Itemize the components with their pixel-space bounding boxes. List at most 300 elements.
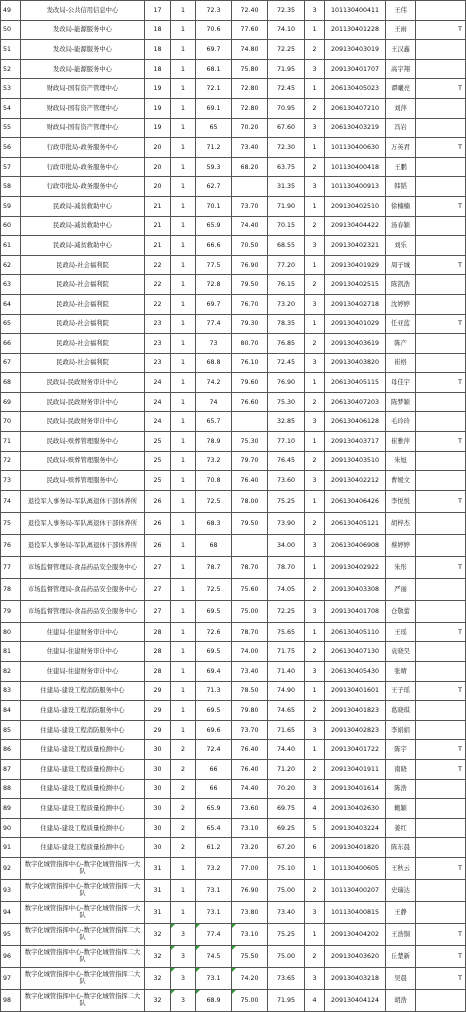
cell-position-code: 28 bbox=[145, 622, 171, 642]
cell-interview-score: 73.10 bbox=[232, 818, 268, 838]
table-row bbox=[1, 901, 466, 923]
cell-mark bbox=[416, 451, 466, 471]
cell-position-code: 30 bbox=[145, 740, 171, 760]
cell-total-score: 72.25 bbox=[268, 40, 305, 60]
cell-interview-score: 75.60 bbox=[232, 578, 268, 600]
cell-position-code: 30 bbox=[145, 799, 171, 819]
cell-written-score: 69.1 bbox=[196, 98, 232, 118]
cell-interview-score: 76.90 bbox=[232, 255, 268, 275]
cell-ticket-number: 206130405430 bbox=[325, 662, 386, 682]
cell-total-score: 31.35 bbox=[268, 177, 305, 197]
cell-rank: 2 bbox=[305, 216, 325, 236]
cell-position-code: 24 bbox=[145, 412, 171, 432]
cell-row-number: 54 bbox=[1, 98, 21, 118]
cell-hire-count: 2 bbox=[171, 760, 196, 780]
cell-rank: 2 bbox=[305, 701, 325, 721]
cell-rank: 1 bbox=[305, 432, 325, 452]
cell-ticket-number: 209130402321 bbox=[325, 236, 386, 256]
cell-ticket-number: 209130402212 bbox=[325, 471, 386, 491]
table-row bbox=[1, 967, 466, 989]
cell-mark bbox=[416, 989, 466, 1011]
cell-row-number: 86 bbox=[1, 740, 21, 760]
cell-hire-count: 1 bbox=[171, 79, 196, 99]
table-row bbox=[1, 512, 466, 534]
cell-interview-score: 73.70 bbox=[232, 196, 268, 216]
cell-name: 刘乐 bbox=[386, 236, 416, 256]
cell-position-code: 26 bbox=[145, 490, 171, 512]
cell-name: 徐楠楠 bbox=[386, 196, 416, 216]
cell-name: 崔雅萍 bbox=[386, 432, 416, 452]
cell-unit: 财政局-国有资产管理中心 bbox=[21, 118, 145, 138]
cell-ticket-number: 209130404202 bbox=[325, 923, 386, 945]
cell-unit: 市场监督管理局-食品药品安全服务中心 bbox=[21, 578, 145, 600]
cell-written-score: 73 bbox=[196, 334, 232, 354]
cell-written-score: 77.4 bbox=[196, 923, 232, 945]
table-row bbox=[1, 701, 466, 721]
cell-interview-score: 68.20 bbox=[232, 157, 268, 177]
table-row bbox=[1, 681, 466, 701]
cell-mark bbox=[416, 779, 466, 799]
cell-hire-count: 1 bbox=[171, 392, 196, 412]
cell-ticket-number: 206130405121 bbox=[325, 512, 386, 534]
cell-row-number: 66 bbox=[1, 334, 21, 354]
cell-rank: 2 bbox=[305, 334, 325, 354]
cell-position-code: 29 bbox=[145, 701, 171, 721]
cell-written-score: 72.5 bbox=[196, 490, 232, 512]
table-row bbox=[1, 818, 466, 838]
cell-mark bbox=[416, 59, 466, 79]
table-row bbox=[1, 177, 466, 197]
cell-name: 陈梦颖 bbox=[386, 392, 416, 412]
cell-rank: 3 bbox=[305, 967, 325, 989]
cell-written-score: 72.4 bbox=[196, 740, 232, 760]
cell-name: 严丽 bbox=[386, 578, 416, 600]
cell-position-code: 32 bbox=[145, 989, 171, 1011]
cell-interview-score: 77.00 bbox=[232, 857, 268, 879]
cell-hire-count: 1 bbox=[171, 471, 196, 491]
table-row bbox=[1, 236, 466, 256]
cell-name: 冯岩 bbox=[386, 118, 416, 138]
cell-row-number: 79 bbox=[1, 600, 21, 622]
cell-total-score: 73.90 bbox=[268, 512, 305, 534]
cell-interview-score: 73.60 bbox=[232, 799, 268, 819]
cell-unit: 数字化城管指挥中心-数字化城管指挥一大队 bbox=[21, 901, 145, 923]
cell-row-number: 49 bbox=[1, 1, 21, 21]
cell-unit: 住建局-建设工程消防服务中心 bbox=[21, 701, 145, 721]
cell-position-code: 32 bbox=[145, 945, 171, 967]
cell-mark bbox=[416, 294, 466, 314]
cell-row-number: 89 bbox=[1, 799, 21, 819]
cell-ticket-number: 209130402922 bbox=[325, 556, 386, 578]
cell-total-score: 74.90 bbox=[268, 681, 305, 701]
cell-row-number: 62 bbox=[1, 255, 21, 275]
cell-hire-count: 1 bbox=[171, 600, 196, 622]
cell-rank: 1 bbox=[305, 857, 325, 879]
cell-total-score: 71.90 bbox=[268, 196, 305, 216]
cell-interview-score: 72.80 bbox=[232, 79, 268, 99]
cell-unit: 住建局-建设工程消防服务中心 bbox=[21, 720, 145, 740]
cell-position-code: 25 bbox=[145, 432, 171, 452]
cell-written-score: 65 bbox=[196, 118, 232, 138]
table-row bbox=[1, 838, 466, 858]
cell-rank: 2 bbox=[305, 578, 325, 600]
cell-ticket-number: 101130400630 bbox=[325, 138, 386, 158]
table-row bbox=[1, 373, 466, 393]
table-row bbox=[1, 740, 466, 760]
cell-mark bbox=[416, 236, 466, 256]
cell-ticket-number: 209130403717 bbox=[325, 432, 386, 452]
cell-unit: 行政审批局-政务服务中心 bbox=[21, 138, 145, 158]
cell-position-code: 32 bbox=[145, 923, 171, 945]
cell-hire-count: 1 bbox=[171, 622, 196, 642]
cell-unit: 民政局-减贫救助中心 bbox=[21, 216, 145, 236]
cell-unit: 数字化城管指挥中心-数字化城管指挥二大队 bbox=[21, 989, 145, 1011]
cell-interview-score: 73.40 bbox=[232, 138, 268, 158]
cell-name: 王静 bbox=[386, 901, 416, 923]
cell-hire-count: 1 bbox=[171, 701, 196, 721]
cell-row-number: 92 bbox=[1, 857, 21, 879]
cell-rank: 3 bbox=[305, 353, 325, 373]
cell-interview-score: 76.40 bbox=[232, 471, 268, 491]
cell-total-score: 72.35 bbox=[268, 1, 305, 21]
cell-written-score: 73.1 bbox=[196, 879, 232, 901]
cell-written-score: 73.1 bbox=[196, 967, 232, 989]
cell-rank: 2 bbox=[305, 275, 325, 295]
cell-written-score: 74.2 bbox=[196, 373, 232, 393]
table-row bbox=[1, 578, 466, 600]
cell-unit: 住建局-住建财务审计中心 bbox=[21, 662, 145, 682]
cell-rank: 3 bbox=[305, 600, 325, 622]
cell-ticket-number: 209130403510 bbox=[325, 451, 386, 471]
cell-position-code: 18 bbox=[145, 20, 171, 40]
cell-rank: 2 bbox=[305, 157, 325, 177]
table-row bbox=[1, 622, 466, 642]
cell-total-score: 71.20 bbox=[268, 760, 305, 780]
cell-row-number: 73 bbox=[1, 471, 21, 491]
cell-unit: 发改局-能源服务中心 bbox=[21, 40, 145, 60]
cell-interview-score: 76.40 bbox=[232, 740, 268, 760]
cell-rank: 1 bbox=[305, 923, 325, 945]
cell-ticket-number: 209130401029 bbox=[325, 314, 386, 334]
cell-rank: 2 bbox=[305, 98, 325, 118]
cell-hire-count: 2 bbox=[171, 818, 196, 838]
cell-interview-score: 74.80 bbox=[232, 40, 268, 60]
cell-row-number: 59 bbox=[1, 196, 21, 216]
cell-name: 姜红 bbox=[386, 818, 416, 838]
cell-position-code: 21 bbox=[145, 236, 171, 256]
cell-interview-score: 76.10 bbox=[232, 353, 268, 373]
cell-ticket-number: 209130401614 bbox=[325, 779, 386, 799]
cell-rank: 3 bbox=[305, 118, 325, 138]
cell-position-code: 31 bbox=[145, 857, 171, 879]
cell-written-score: 66 bbox=[196, 779, 232, 799]
cell-hire-count: 1 bbox=[171, 59, 196, 79]
cell-written-score: 78.9 bbox=[196, 432, 232, 452]
table-row bbox=[1, 275, 466, 295]
table-row bbox=[1, 662, 466, 682]
cell-position-code: 24 bbox=[145, 373, 171, 393]
cell-unit: 行政审批局-政务服务中心 bbox=[21, 177, 145, 197]
cell-hire-count: 1 bbox=[171, 275, 196, 295]
cell-unit: 民政局-社会福利院 bbox=[21, 275, 145, 295]
cell-position-code: 28 bbox=[145, 662, 171, 682]
cell-written-score: 71.2 bbox=[196, 138, 232, 158]
cell-name: 葛晓琪 bbox=[386, 701, 416, 721]
cell-unit: 民政局-殡葬管理服务中心 bbox=[21, 471, 145, 491]
cell-rank: 3 bbox=[305, 779, 325, 799]
cell-row-number: 95 bbox=[1, 923, 21, 945]
cell-unit: 住建局-建设工程消防服务中心 bbox=[21, 681, 145, 701]
cell-position-code: 30 bbox=[145, 760, 171, 780]
cell-hire-count: 1 bbox=[171, 1, 196, 21]
cell-total-score: 75.10 bbox=[268, 857, 305, 879]
cell-position-code: 21 bbox=[145, 196, 171, 216]
cell-written-score: 73.1 bbox=[196, 901, 232, 923]
cell-mark: T bbox=[416, 20, 466, 40]
cell-hire-count: 1 bbox=[171, 642, 196, 662]
cell-written-score: 69.7 bbox=[196, 40, 232, 60]
cell-hire-count: 1 bbox=[171, 432, 196, 452]
cell-unit: 财政局-国有资产管理中心 bbox=[21, 79, 145, 99]
table-row bbox=[1, 534, 466, 556]
cell-written-score: 78.7 bbox=[196, 556, 232, 578]
cell-position-code: 28 bbox=[145, 642, 171, 662]
cell-name: 李娟娟 bbox=[386, 720, 416, 740]
cell-name: 沈婷婷 bbox=[386, 294, 416, 314]
cell-interview-score: 78.50 bbox=[232, 681, 268, 701]
cell-position-code: 24 bbox=[145, 392, 171, 412]
cell-total-score: 74.65 bbox=[268, 701, 305, 721]
cell-mark bbox=[416, 901, 466, 923]
cell-mark bbox=[416, 838, 466, 858]
cell-position-code: 27 bbox=[145, 556, 171, 578]
cell-interview-score: 76.60 bbox=[232, 392, 268, 412]
table-row bbox=[1, 923, 466, 945]
cell-interview-score: 73.20 bbox=[232, 838, 268, 858]
cell-interview-score: 79.50 bbox=[232, 275, 268, 295]
cell-mark: T bbox=[416, 857, 466, 879]
cell-rank: 1 bbox=[305, 622, 325, 642]
cell-unit: 住建局-住建财务审计中心 bbox=[21, 642, 145, 662]
cell-position-code: 27 bbox=[145, 600, 171, 622]
cell-mark bbox=[416, 157, 466, 177]
cell-ticket-number: 209130404422 bbox=[325, 216, 386, 236]
cell-ticket-number: 209130403820 bbox=[325, 353, 386, 373]
table-row bbox=[1, 490, 466, 512]
table-row bbox=[1, 857, 466, 879]
cell-total-score: 73.40 bbox=[268, 901, 305, 923]
cell-written-score: 68.9 bbox=[196, 989, 232, 1011]
cell-interview-score: 78.70 bbox=[232, 622, 268, 642]
cell-row-number: 69 bbox=[1, 392, 21, 412]
cell-interview-score: 74.40 bbox=[232, 779, 268, 799]
cell-total-score: 71.75 bbox=[268, 642, 305, 662]
cell-rank: 3 bbox=[305, 901, 325, 923]
table-row bbox=[1, 471, 466, 491]
cell-total-score: 67.60 bbox=[268, 118, 305, 138]
cell-written-score: 65.4 bbox=[196, 818, 232, 838]
cell-rank: 3 bbox=[305, 236, 325, 256]
cell-unit: 住建局-建设工程质量检测中心 bbox=[21, 799, 145, 819]
cell-unit: 民政局-民政财务审计中心 bbox=[21, 373, 145, 393]
cell-mark bbox=[416, 1, 466, 21]
cell-hire-count: 2 bbox=[171, 838, 196, 858]
cell-row-number: 91 bbox=[1, 838, 21, 858]
cell-written-score: 65.9 bbox=[196, 799, 232, 819]
cell-name: 王汉鑫 bbox=[386, 40, 416, 60]
cell-position-code: 19 bbox=[145, 98, 171, 118]
cell-mark bbox=[416, 578, 466, 600]
cell-rank: 2 bbox=[305, 945, 325, 967]
cell-unit: 住建局-建设工程质量检测中心 bbox=[21, 838, 145, 858]
cell-position-code: 20 bbox=[145, 138, 171, 158]
cell-mark bbox=[416, 879, 466, 901]
cell-written-score: 65.9 bbox=[196, 216, 232, 236]
cell-written-score: 77.4 bbox=[196, 314, 232, 334]
cell-interview-score: 80.70 bbox=[232, 334, 268, 354]
cell-position-code: 18 bbox=[145, 59, 171, 79]
cell-mark bbox=[416, 720, 466, 740]
cell-row-number: 76 bbox=[1, 534, 21, 556]
cell-ticket-number: 209130402630 bbox=[325, 799, 386, 819]
cell-total-score: 74.05 bbox=[268, 578, 305, 600]
cell-total-score: 69.25 bbox=[268, 818, 305, 838]
table-row bbox=[1, 40, 466, 60]
cell-position-code: 20 bbox=[145, 177, 171, 197]
cell-total-score: 71.95 bbox=[268, 989, 305, 1011]
cell-total-score: 75.30 bbox=[268, 392, 305, 412]
table-row bbox=[1, 642, 466, 662]
cell-written-score: 77.5 bbox=[196, 255, 232, 275]
cell-ticket-number: 209130402515 bbox=[325, 275, 386, 295]
cell-unit: 退役军人事务局-军队离退休干部休养所 bbox=[21, 534, 145, 556]
cell-unit: 民政局-民政财务审计中心 bbox=[21, 412, 145, 432]
cell-name: 王浩铜 bbox=[386, 923, 416, 945]
cell-name: 王雨 bbox=[386, 20, 416, 40]
cell-name: 王子瑶 bbox=[386, 681, 416, 701]
table-row bbox=[1, 1, 466, 21]
cell-mark: T bbox=[416, 740, 466, 760]
cell-name: 袁晓昊 bbox=[386, 642, 416, 662]
cell-rank: 1 bbox=[305, 556, 325, 578]
cell-rank: 3 bbox=[305, 59, 325, 79]
cell-interview-score: 79.30 bbox=[232, 314, 268, 334]
cell-written-score: 62.7 bbox=[196, 177, 232, 197]
cell-row-number: 55 bbox=[1, 118, 21, 138]
cell-total-score: 75.00 bbox=[268, 945, 305, 967]
cell-rank: 3 bbox=[305, 412, 325, 432]
cell-row-number: 64 bbox=[1, 294, 21, 314]
cell-rank: 2 bbox=[305, 512, 325, 534]
cell-unit: 住建局-建设工程质量检测中心 bbox=[21, 760, 145, 780]
cell-name: 母佳宇 bbox=[386, 373, 416, 393]
cell-ticket-number: 209130401929 bbox=[325, 255, 386, 275]
cell-mark bbox=[416, 353, 466, 373]
cell-ticket-number: 209130403218 bbox=[325, 967, 386, 989]
cell-mark: T bbox=[416, 760, 466, 780]
cell-unit: 市场监督管理局-食品药品安全服务中心 bbox=[21, 600, 145, 622]
cell-mark: T bbox=[416, 314, 466, 334]
cell-total-score: 69.75 bbox=[268, 799, 305, 819]
cell-hire-count: 3 bbox=[171, 945, 196, 967]
table-row bbox=[1, 945, 466, 967]
table-row bbox=[1, 451, 466, 471]
cell-name: 史瑞达 bbox=[386, 879, 416, 901]
cell-written-score: 72.8 bbox=[196, 275, 232, 295]
cell-written-score: 69.7 bbox=[196, 294, 232, 314]
cell-ticket-number: 209130401820 bbox=[325, 838, 386, 858]
cell-position-code: 25 bbox=[145, 451, 171, 471]
cell-position-code: 26 bbox=[145, 534, 171, 556]
cell-total-score: 73.65 bbox=[268, 967, 305, 989]
cell-ticket-number: 209130402823 bbox=[325, 720, 386, 740]
cell-written-score: 69.5 bbox=[196, 701, 232, 721]
cell-position-code: 25 bbox=[145, 471, 171, 491]
cell-interview-score: 75.50 bbox=[232, 945, 268, 967]
table-row bbox=[1, 334, 466, 354]
cell-row-number: 82 bbox=[1, 662, 21, 682]
cell-position-code: 17 bbox=[145, 1, 171, 21]
table-row bbox=[1, 157, 466, 177]
cell-unit: 数字化城管指挥中心-数字化城管指挥二大队 bbox=[21, 967, 145, 989]
cell-row-number: 80 bbox=[1, 622, 21, 642]
cell-name: 蔡婷婷 bbox=[386, 534, 416, 556]
cell-mark: T bbox=[416, 373, 466, 393]
cell-row-number: 72 bbox=[1, 451, 21, 471]
cell-total-score: 77.10 bbox=[268, 432, 305, 452]
cell-mark bbox=[416, 334, 466, 354]
cell-unit: 民政局-减贫救助中心 bbox=[21, 236, 145, 256]
cell-mark: T bbox=[416, 490, 466, 512]
cell-total-score: 70.95 bbox=[268, 98, 305, 118]
cell-hire-count: 1 bbox=[171, 879, 196, 901]
cell-written-score: 70.1 bbox=[196, 196, 232, 216]
cell-interview-score: 74.40 bbox=[232, 216, 268, 236]
table-row bbox=[1, 196, 466, 216]
cell-name: 汤春颖 bbox=[386, 216, 416, 236]
cell-name: 陈宇 bbox=[386, 740, 416, 760]
cell-interview-score: 75.80 bbox=[232, 59, 268, 79]
cell-row-number: 93 bbox=[1, 879, 21, 901]
cell-hire-count: 1 bbox=[171, 412, 196, 432]
cell-name: 王瑶 bbox=[386, 622, 416, 642]
cell-total-score: 71.40 bbox=[268, 662, 305, 682]
cell-ticket-number: 206130407203 bbox=[325, 392, 386, 412]
cell-mark: T bbox=[416, 622, 466, 642]
cell-rank: 1 bbox=[305, 138, 325, 158]
cell-name: 王伟 bbox=[386, 1, 416, 21]
cell-ticket-number: 206130405115 bbox=[325, 373, 386, 393]
cell-mark: T bbox=[416, 79, 466, 99]
cell-rank: 3 bbox=[305, 720, 325, 740]
cell-interview-score: 77.60 bbox=[232, 20, 268, 40]
cell-ticket-number: 209130401911 bbox=[325, 760, 386, 780]
cell-interview-score: 70.50 bbox=[232, 236, 268, 256]
cell-mark bbox=[416, 799, 466, 819]
cell-mark bbox=[416, 471, 466, 491]
cell-name: 张晴 bbox=[386, 662, 416, 682]
cell-written-score: 68 bbox=[196, 534, 232, 556]
cell-hire-count: 1 bbox=[171, 294, 196, 314]
cell-rank: 3 bbox=[305, 294, 325, 314]
cell-mark bbox=[416, 177, 466, 197]
cell-hire-count: 1 bbox=[171, 314, 196, 334]
table-row bbox=[1, 879, 466, 901]
cell-interview-score: 74.00 bbox=[232, 642, 268, 662]
cell-ticket-number: 209130401601 bbox=[325, 681, 386, 701]
cell-position-code: 27 bbox=[145, 578, 171, 600]
cell-row-number: 94 bbox=[1, 901, 21, 923]
